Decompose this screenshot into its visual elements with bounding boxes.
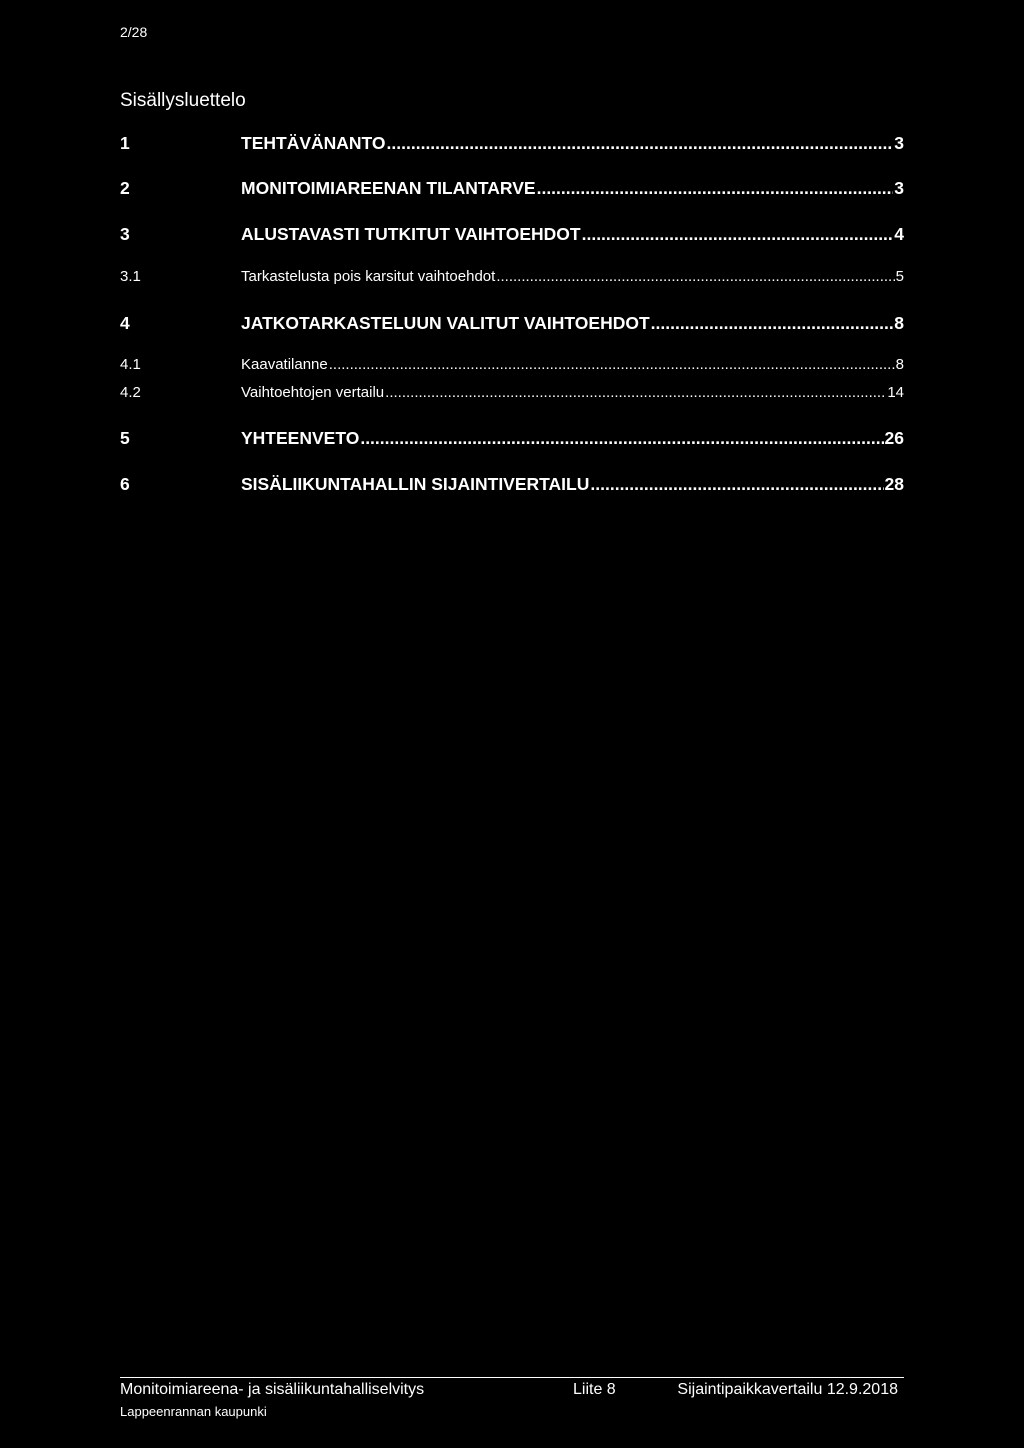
toc-entry-4[interactable] xyxy=(120,313,904,337)
toc-dot-leader xyxy=(590,474,883,495)
toc-entry-title: Kaavatilanne xyxy=(241,356,328,373)
toc-dot-leader xyxy=(496,268,894,285)
toc-dot-leader xyxy=(582,224,894,245)
toc-entry-4-1[interactable] xyxy=(120,356,904,380)
toc-entry-page: 8 xyxy=(894,313,904,333)
toc-entry-title: Vaihtoehtojen vertailu xyxy=(241,384,385,401)
toc-entry-page: 26 xyxy=(884,428,904,448)
toc-entry-number: 2 xyxy=(120,178,130,198)
page-footer xyxy=(120,1377,904,1419)
toc-entry-page: 8 xyxy=(895,356,904,373)
toc-entry-title: JATKOTARKASTELUUN VALITUT VAIHTOEHDOT xyxy=(241,313,650,333)
footer-organization: Lappeenrannan kaupunki xyxy=(120,1404,267,1419)
toc-dot-leader xyxy=(537,178,894,199)
page-number: 2/28 xyxy=(120,24,148,40)
toc-entry-number: 4.1 xyxy=(120,356,141,373)
toc-dot-leader xyxy=(385,384,886,401)
toc-dot-leader xyxy=(651,313,894,334)
toc-entry-page: 5 xyxy=(895,268,904,285)
toc-entry-number: 4.2 xyxy=(120,384,141,401)
toc-entry-6[interactable] xyxy=(120,474,904,498)
toc-entry-number: 3.1 xyxy=(120,268,141,285)
toc-entry-title: SISÄLIIKUNTAHALLIN SIJAINTIVERTAILU xyxy=(241,474,590,494)
toc-entry-number: 3 xyxy=(120,224,130,244)
toc-entry-page: 3 xyxy=(894,133,904,153)
toc-entry-3-1[interactable] xyxy=(120,268,904,292)
toc-entry-4-2[interactable] xyxy=(120,384,904,408)
toc-entry-5[interactable] xyxy=(120,428,904,452)
toc-entry-page: 4 xyxy=(894,224,904,244)
toc-entry-1[interactable] xyxy=(120,133,904,157)
toc-entry-title: YHTEENVETO xyxy=(241,428,360,448)
toc-entry-page: 14 xyxy=(887,384,904,401)
toc-entry-page: 3 xyxy=(894,178,904,198)
toc-entry-title: MONITOIMIAREENAN TILANTARVE xyxy=(241,178,536,198)
toc-entry-2[interactable] xyxy=(120,178,904,202)
footer-main-line xyxy=(120,1381,904,1403)
toc-entry-number: 1 xyxy=(120,133,130,153)
footer-attachment: Liite 8 xyxy=(573,1381,616,1398)
toc-dot-leader xyxy=(360,428,883,449)
toc-entry-3[interactable] xyxy=(120,224,904,248)
toc-entry-title: Tarkastelusta pois karsitut vaihtoehdot xyxy=(241,268,496,285)
toc-heading: Sisällysluettelo xyxy=(120,90,246,111)
footer-document-title: Monitoimiareena- ja sisäliikuntahalliselvitys xyxy=(120,1381,425,1398)
toc-entry-title: TEHTÄVÄNANTO xyxy=(241,133,386,153)
toc-entry-number: 4 xyxy=(120,313,130,333)
toc-dot-leader xyxy=(387,133,894,154)
toc-entry-page: 28 xyxy=(884,474,904,494)
toc-entry-number: 6 xyxy=(120,474,130,494)
toc-entry-number: 5 xyxy=(120,428,130,448)
toc-dot-leader xyxy=(329,356,895,373)
toc-entry-title: ALUSTAVASTI TUTKITUT VAIHTOEHDOT xyxy=(241,224,581,244)
footer-subtitle-date: Sijaintipaikkavertailu 12.9.2018 xyxy=(677,1381,898,1398)
